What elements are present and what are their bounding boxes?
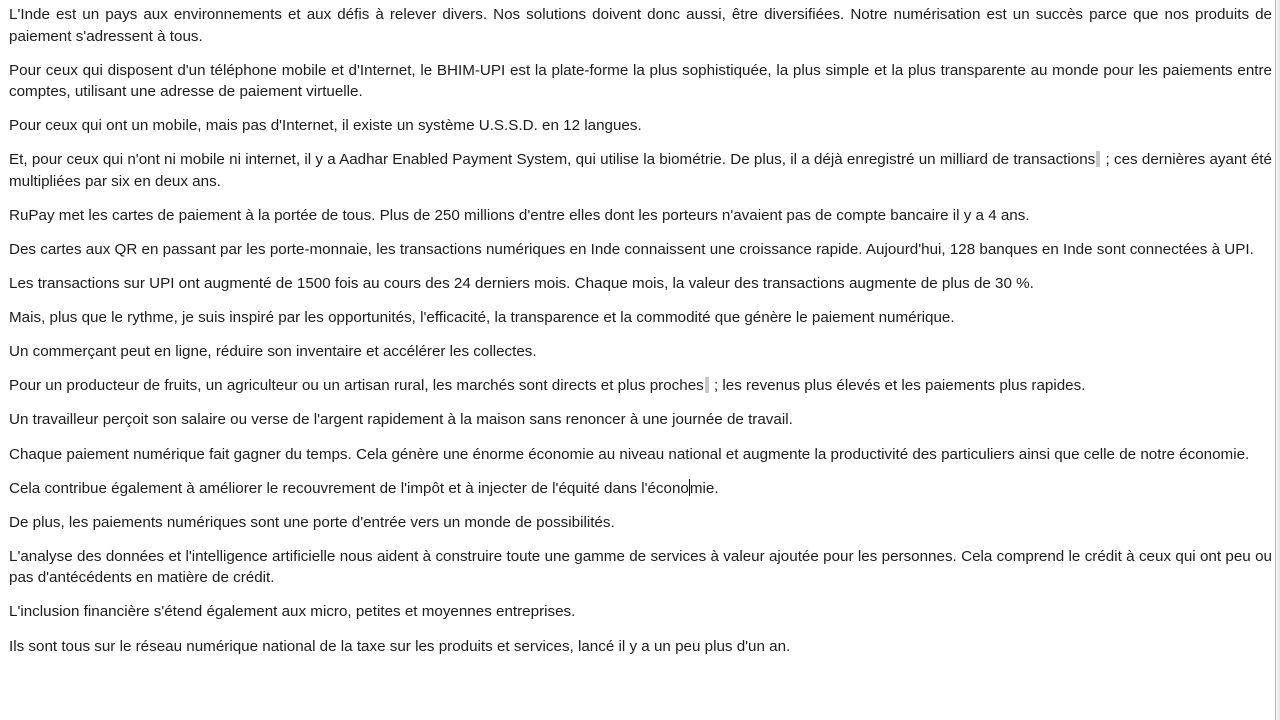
paragraph[interactable]: Pour ceux qui disposent d'un téléphone mobile et d'Internet, le BHIM-UPI est la plate-forme la plus sophistiquée, la plus simple et la plus transparente au monde pour les paiements entre comptes, utilisant une adresse de paiement virtuelle. (9, 61, 1272, 101)
paragraph[interactable]: Chaque paiement numérique fait gagner du temps. Cela génère une énorme économie au niveau national et augmente la productivité des particuliers ainsi que celle de notre économie. (9, 445, 1250, 463)
paragraph[interactable]: Mais, plus que le rythme, je suis inspiré par les opportunités, l'efficacité, la transparence et la commodité que génère le paiement numérique. (9, 309, 955, 327)
paragraph[interactable]: Ils sont tous sur le réseau numérique national de la taxe sur les produits et services, lancé il y a un peu plus d'un an. (9, 637, 791, 655)
paragraph[interactable]: Un commerçant peut en ligne, réduire son inventaire et accélérer les collectes. (9, 343, 537, 361)
paragraph[interactable]: De plus, les paiements numériques sont une porte d'entrée vers un monde de possibilités. (9, 513, 615, 531)
paragraph[interactable]: RuPay met les cartes de paiement à la portée de tous. Plus de 250 millions d'entre elles dont les porteurs n'avaient pas de compte bancaire il y a 4 ans. (9, 206, 1030, 224)
paragraph[interactable]: Pour ceux qui ont un mobile, mais pas d'Internet, il existe un système U.S.S.D. en 12 langues. (9, 117, 642, 135)
paragraph-text: Cela contribue également à améliorer le recouvrement de l'impôt et à injecter de l'équité dans l'écono (9, 479, 689, 497)
paragraph[interactable]: L'Inde est un pays aux environnements et aux défis à relever divers. Nos solutions doivent donc aussi, être diversifiées. Notre numérisation est un succès parce que nos produits de paiement s'adressent à tous. (9, 6, 1272, 45)
paragraph[interactable] (9, 478, 1272, 500)
paragraph-text: ; ces dernières ayant été multipliées par six en deux ans. (9, 151, 1272, 190)
field-shading-mark (1096, 151, 1100, 167)
paragraph[interactable]: L'analyse des données et l'intelligence artificielle nous aident à construire toute une gamme de services à valeur ajoutée pour les personnes. Cela comprend le crédit à ceux qui ont peu ou pas d'antécédents en matière de crédit. (9, 547, 1272, 587)
document-body[interactable] (9, 4, 1272, 670)
paragraph-text: Pour un producteur de fruits, un agriculteur ou un artisan rural, les marchés sont directs et plus proches (9, 377, 704, 395)
paragraph[interactable]: Les transactions sur UPI ont augmenté de 1500 fois au cours des 24 derniers mois. Chaque mois, la valeur des transactions augmente de plus de 30 %. (9, 275, 1034, 293)
paragraph[interactable]: Des cartes aux QR en passant par les porte-monnaie, les transactions numériques en Inde connaissent une croissance rapide. Aujourd'hui, 128 banques en Inde sont connectées à UPI. (9, 240, 1254, 258)
field-shading-mark (705, 377, 709, 393)
paragraph[interactable]: L'inclusion financière s'étend également aux micro, petites et moyennes entreprises. (9, 603, 576, 621)
paragraph[interactable] (9, 375, 1272, 397)
paragraph[interactable] (9, 149, 1272, 192)
paragraph-text: Et, pour ceux qui n'ont ni mobile ni internet, il y a Aadhar Enabled Payment System, qui utilise la biométrie. De plus, il a déjà enregistré un milliard de transactions (9, 151, 1096, 169)
paragraph-text: ; les revenus plus élevés et les paiements plus rapides. (709, 377, 1086, 395)
paragraph[interactable]: Un travailleur perçoit son salaire ou verse de l'argent rapidement à la maison sans renoncer à une journée de travail. (9, 411, 793, 429)
paragraph-text: mie. (689, 479, 719, 497)
